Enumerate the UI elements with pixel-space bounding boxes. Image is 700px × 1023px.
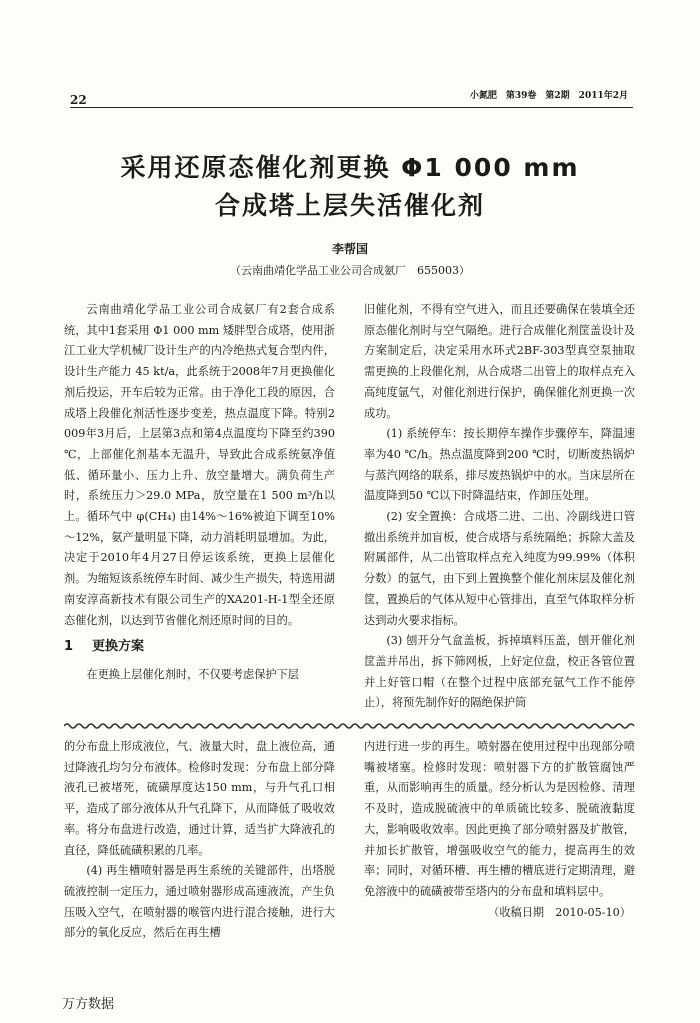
journal-header: 小氮肥 第39卷 第2期 2011年2月: [469, 91, 628, 101]
body-paragraph: 旧催化剂，不得有空气进入，而且还要确保在装填全还原态催化剂时与空气隔绝。进行合成催化剂筐盖设计及方案制定后，决定采用水环式2BF-303型真空泵抽取需更换的上段催化剂，从合成塔二出管上的取样点充入高纯度氩气，对催化剂进行保护，确保催化剂更换一次成功。: [364, 303, 635, 420]
section-title: 更换方案: [92, 639, 145, 655]
right-column-top: [364, 300, 635, 714]
header-rule: [70, 107, 633, 108]
article-title-line2: 合成塔上层失活催化剂: [214, 191, 485, 220]
wavy-divider: [64, 722, 635, 730]
body-paragraph: 内进行进一步的再生。喷射器在使用过程中出现部分喷嘴被堵塞。检修时发现：喷射器下方的扩散管腐蚀严重，从而影响再生的质量。经分析认为是因检修、清理不及时，造成脱硫液中的单质硫比较多、脱硫液黏度大，影响吸收效率。因此更换了部分喷射器及扩散管，并加长扩散管，增强吸收空气的能力，提高再生的效率；同时，对循环槽、再生槽的槽底进行定期清理，避免溶液中的硫磺被带至塔内的分布盘和填料层中。: [364, 740, 635, 898]
body-paragraph: 在更换上层催化剂时，不仅要考虑保护下层: [86, 667, 299, 681]
intro-paragraph: 云南曲靖化学品工业公司合成氨厂有2套合成系统，其中1套采用 Φ1 000 mm 矮胖型合成塔，使用浙江工业大学机械厂设计生产的内冷绝热式复合型内件，设计生产能力 45 kt/a，此系统于2008年7月更换催化剂后投运，开车后较为正常。由于净化工段的原因，合成塔上段催化剂活性逐步变差，热点温度下降。特别2009年3月后，上层第3点和第4点温度均下降至约390 ℃，上部催化剂基本无温升，导致此合成系统氨净值低、循环量小、压力上升、放空量增大。满负荷生产时，系统压力＞29.0 MPa，放空量在1 500 m³/h以上。循环气中 φ(CH₄) 由14%～16%被迫下调至10%～12%，氨产量明显下降，动力消耗明显增加。为此，决定于2010年4月27日停运该系统，更换上层催化剂。为缩短该系统停车时间、减少生产损失，特选用湖南安淳高新技术有限公司生产的XA201-H-1型全还原态催化剂，以达到节省催化剂还原时间的目的。: [64, 303, 335, 627]
step-paragraph: (4) 再生槽喷射器是再生系统的关键部件，出塔脱硫液控制一定压力，通过喷射器形成高速液流，产生负压吸入空气，在喷射器的喉管内进行混合接触，进行大部分的氧化反应，然后在再生槽: [64, 864, 335, 940]
footer-source: 万方数据: [62, 997, 115, 1012]
step-paragraph: (2) 安全置换：合成塔二进、二出、冷副线进口管撤出系统并加盲板，使合成塔与系统隔绝；拆除大盖及附属部件，从二出管取样点充入纯度为99.99%（体积分数）的氩气，由下到上置换整个催化剂床层及催化剂筐，置换后的气体从短中心管排出，直至气体取样分析达到动火要求指标。: [364, 510, 635, 627]
affiliation: （云南曲靖化学品工业公司合成氨厂 655003）: [230, 264, 470, 277]
section-heading: [64, 637, 335, 658]
author: 李帮国: [331, 242, 368, 256]
step-paragraph: (3) 刨开分气盒盖板，拆掉填料压盖，刨开催化剂筐盖并吊出，拆下筛网板，上好定位盘，校正各管位置并上好管口帽（在整个过程中底部充氩气工作不能停止），将预先制作好的隔绝保护筒: [364, 634, 635, 710]
body-paragraph: 的分布盘上形成液位，气、液量大时，盘上液位高，通过降液孔均匀分布液体。检修时发现：分布盘上部分降液孔已被堵死，硫磺厚度达150 mm，与升气孔口相平，造成了部分液体从升气孔降下，从而降低了吸收效率。将分布盘进行改造，通过计算，适当扩大降液孔的直径，降低硫磺积累的几率。: [64, 740, 335, 857]
left-column-bottom: [64, 737, 335, 944]
article-title-line1: 采用还原态催化剂更换 Φ1 000 mm: [120, 153, 580, 182]
left-column-top: [64, 300, 335, 686]
right-column-bottom: [364, 737, 635, 923]
section-number: 1: [64, 639, 74, 655]
step-paragraph: (1) 系统停车：按长期停车操作步骤停车，降温速率为40 ℃/h。热点温度降到200 ℃时，切断废热锅炉与蒸汽网络的联系，排尽废热锅炉中的水。当床层所在温度降到50 ℃以下时降温结束，作卸压处理。: [364, 427, 635, 503]
received-date: （收稿日期 2010-05-10）: [488, 905, 631, 919]
page-number: 22: [70, 93, 87, 107]
